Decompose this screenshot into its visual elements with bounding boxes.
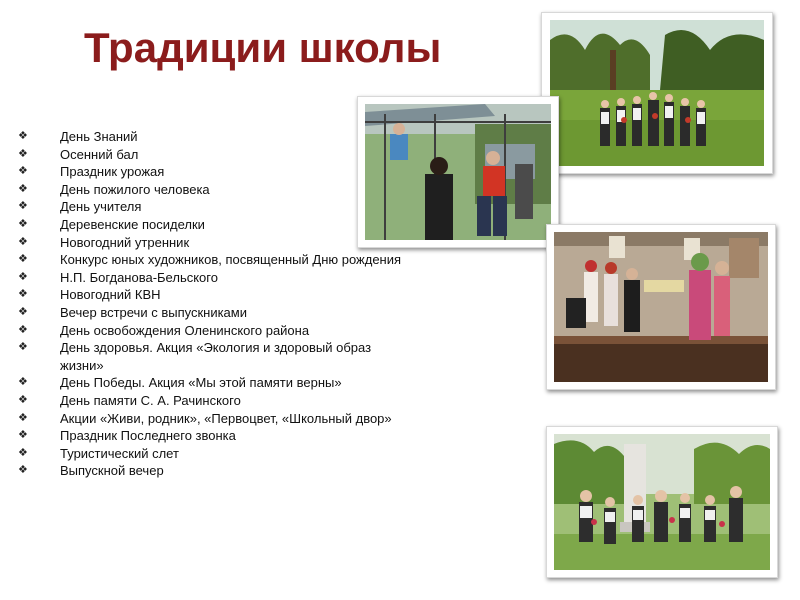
list-item: ❖ Акции «Живи, родник», «Первоцвет, «Школьный двор» — [18, 410, 392, 426]
diamond-bullet-icon: ❖ — [18, 217, 28, 230]
diamond-bullet-icon: ❖ — [18, 341, 28, 354]
diamond-bullet-icon: ❖ — [18, 253, 28, 266]
photo-memorial-group-image — [554, 434, 770, 570]
diamond-bullet-icon: ❖ — [18, 464, 28, 477]
diamond-bullet-icon: ❖ — [18, 147, 28, 160]
list-item: ❖ Осенний бал — [18, 146, 139, 162]
photo-playground-climbing-image — [365, 104, 551, 240]
list-item: ❖ Новогодний КВН — [18, 287, 161, 303]
photo-memorial-group — [546, 426, 778, 578]
diamond-bullet-icon: ❖ — [18, 305, 28, 318]
diamond-bullet-icon: ❖ — [18, 130, 28, 142]
list-item: ❖ Праздник урожая — [18, 164, 165, 180]
list-item: ❖ День освобождения Оленинского района — [18, 322, 310, 338]
diamond-bullet-icon: ❖ — [18, 411, 28, 424]
list-item: ❖ Н.П. Богданова-Бельского — [18, 269, 218, 285]
list-item: ❖ Туристический слет — [18, 445, 179, 461]
list-item: ❖ День Победы. Акция «Мы этой памяти верны» — [18, 375, 342, 391]
diamond-bullet-icon: ❖ — [18, 323, 28, 336]
list-item: ❖ День Знаний — [18, 129, 138, 144]
list-item: ❖ Выпускной вечер — [18, 463, 164, 479]
photo-playground-climbing — [357, 96, 559, 248]
list-item: ❖ Новогодний утренник — [18, 234, 190, 250]
photo-stage-performance — [546, 224, 776, 390]
diamond-bullet-icon: ❖ — [18, 182, 28, 195]
list-item: ❖ День здоровья. Акция «Экология и здоровый образ жизни» — [18, 340, 372, 373]
diamond-bullet-icon: ❖ — [18, 429, 28, 442]
photo-stage-performance-image — [554, 232, 768, 382]
diamond-bullet-icon: ❖ — [18, 235, 28, 248]
slide-title: Традиции школы — [84, 24, 442, 71]
diamond-bullet-icon: ❖ — [18, 200, 28, 213]
diamond-bullet-icon: ❖ — [18, 165, 28, 178]
diamond-bullet-icon: ❖ — [18, 288, 28, 301]
list-item: ❖ Вечер встречи с выпускниками — [18, 304, 247, 320]
list-item: ❖ Конкурс юных художников, посвященный Дню рождения — [18, 252, 402, 268]
photo-children-outdoors-image — [550, 20, 764, 166]
list-item: ❖ Праздник Последнего звонка — [18, 428, 236, 444]
list-item: ❖ День пожилого человека — [18, 181, 210, 197]
diamond-bullet-icon: ❖ — [18, 270, 28, 283]
list-item: ❖ День учителя — [18, 199, 142, 215]
photo-children-outdoors — [541, 12, 773, 174]
list-item: ❖ Деревенские посиделки — [18, 216, 205, 232]
diamond-bullet-icon: ❖ — [18, 376, 28, 389]
list-item: ❖ День памяти С. А. Рачинского — [18, 392, 241, 408]
diamond-bullet-icon: ❖ — [18, 393, 28, 406]
diamond-bullet-icon: ❖ — [18, 446, 28, 459]
